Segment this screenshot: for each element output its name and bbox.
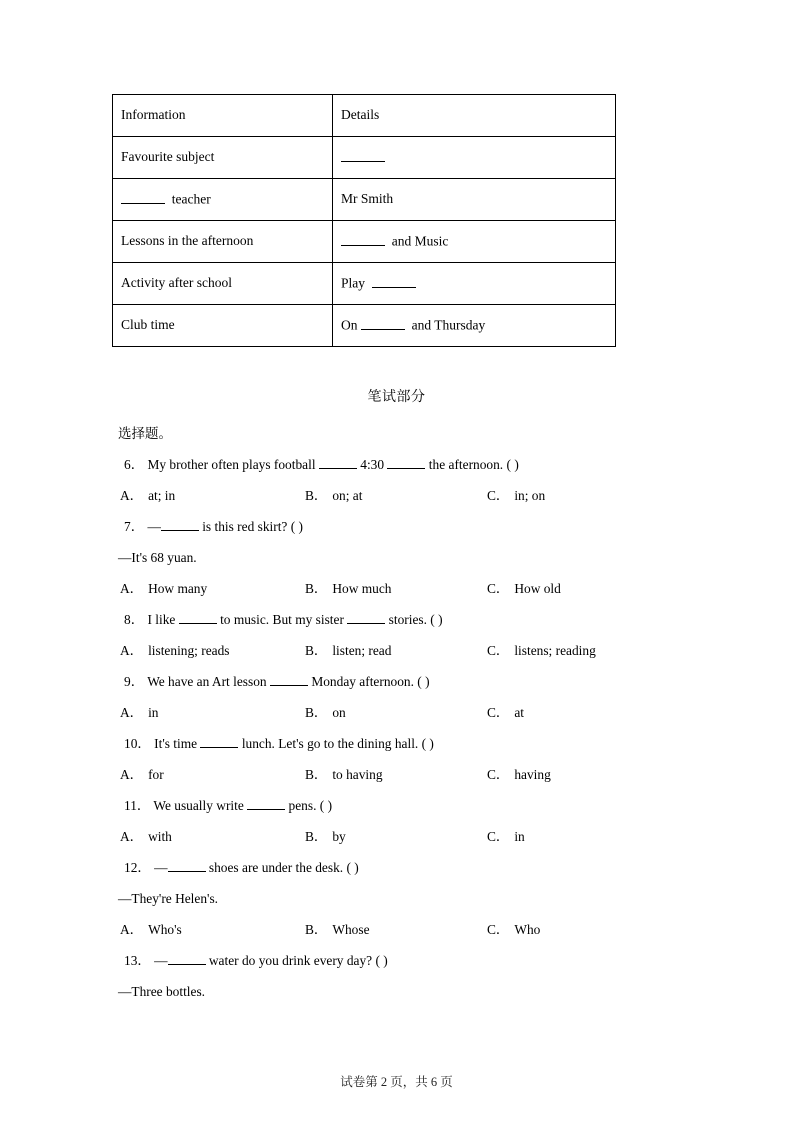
question-text: to music. But my sister (220, 612, 344, 627)
option-row (118, 635, 698, 666)
option-text: in; on (514, 488, 546, 503)
option-text: on (332, 705, 346, 720)
cell-text: Club time (121, 317, 175, 333)
question-number: 10． (124, 736, 151, 751)
answer-blank (372, 275, 416, 287)
option-label: A． (120, 488, 144, 503)
question-text: shoes are under the desk. ( ) (208, 860, 359, 875)
cell-text: Lessons in the afternoon (121, 233, 254, 249)
answer-blank (161, 519, 199, 531)
answer-blank (319, 457, 357, 469)
option-a[interactable] (120, 697, 158, 728)
option-text: for (148, 767, 164, 782)
option-row (118, 480, 698, 511)
option-text: listening; reads (148, 643, 230, 658)
option-text: at; in (148, 488, 176, 503)
option-text: in (148, 705, 159, 720)
option-label: B． (305, 767, 328, 782)
answer-blank (341, 233, 385, 245)
option-text: in (514, 829, 525, 844)
question-number: 12． (124, 860, 151, 875)
option-text: by (332, 829, 346, 844)
option-c[interactable] (487, 573, 561, 604)
cell-text: Play (341, 275, 366, 291)
option-label: C． (487, 922, 510, 937)
question-text: We usually write (153, 798, 244, 813)
answer-blank (361, 317, 405, 329)
table-header-row (113, 95, 616, 137)
question-text: My brother often plays football (147, 457, 316, 472)
option-label: C． (487, 829, 510, 844)
question-number: 11． (124, 798, 151, 813)
option-text: with (148, 829, 172, 844)
question-text: lunch. Let's go to the dining hall. ( ) (241, 736, 434, 751)
question-stem (118, 666, 698, 697)
option-text: Who (514, 922, 541, 937)
option-label: C． (487, 643, 510, 658)
answer-blank (387, 457, 425, 469)
option-text: on; at (332, 488, 363, 503)
question-text: water do you drink every day? ( ) (208, 953, 388, 968)
option-c[interactable] (487, 821, 525, 852)
question-text: — (154, 953, 168, 968)
question-stem (118, 728, 698, 759)
question-text: Monday afternoon. ( ) (311, 674, 430, 689)
option-c[interactable] (487, 697, 524, 728)
table-cell-details (333, 137, 616, 179)
option-row (118, 573, 698, 604)
cell-text: On (341, 317, 358, 333)
option-label: B． (305, 705, 328, 720)
option-b[interactable] (305, 635, 391, 666)
option-a[interactable] (120, 635, 230, 666)
question-stem (118, 852, 698, 883)
question-reply: —They're Helen's. (118, 891, 219, 906)
question-text: — (147, 519, 161, 534)
option-a[interactable] (120, 914, 182, 945)
table-row (113, 221, 616, 263)
cell-text: and Thursday (411, 317, 486, 333)
option-row (118, 914, 698, 945)
option-a[interactable] (120, 759, 164, 790)
option-text: at (514, 705, 524, 720)
table-cell-information (113, 137, 333, 179)
table-body (113, 95, 616, 347)
option-c[interactable] (487, 759, 551, 790)
cell-text: Favourite subject (121, 149, 215, 165)
option-row (118, 821, 698, 852)
question-text: We have an Art lesson (147, 674, 267, 689)
table-header-details: Details (333, 95, 616, 137)
question-reply: —It's 68 yuan. (118, 550, 197, 565)
option-c[interactable] (487, 480, 545, 511)
option-b[interactable] (305, 697, 346, 728)
answer-blank (168, 953, 206, 965)
option-text: Whose (332, 922, 370, 937)
question-text: the afternoon. ( ) (428, 457, 519, 472)
table-row (113, 263, 616, 305)
answer-blank (347, 612, 385, 624)
question-stem (118, 604, 698, 635)
question-text: stories. ( ) (388, 612, 443, 627)
table-row (113, 305, 616, 347)
question-number: 13． (124, 953, 151, 968)
option-text: listens; reading (514, 643, 596, 658)
option-text: How much (332, 581, 392, 596)
table-cell-information (113, 179, 333, 221)
option-c[interactable] (487, 635, 596, 666)
option-b[interactable] (305, 759, 383, 790)
option-text: to having (332, 767, 383, 782)
option-c[interactable] (487, 914, 540, 945)
question-text: I like (147, 612, 176, 627)
option-text: How many (148, 581, 208, 596)
cell-text: teacher (171, 191, 211, 207)
answer-blank (270, 674, 308, 686)
option-text: Who's (148, 922, 182, 937)
table-header-information: Information (113, 95, 333, 137)
cell-text: Mr Smith (341, 191, 394, 207)
question-reply: —Three bottles. (118, 984, 206, 999)
answer-blank (341, 149, 385, 161)
question-stem (118, 511, 698, 542)
question-text: — (154, 860, 168, 875)
option-label: A． (120, 581, 144, 596)
table-cell-details (333, 263, 616, 305)
option-label: B． (305, 581, 328, 596)
option-label: B． (305, 922, 328, 937)
option-label: A． (120, 643, 144, 658)
question-number: 7． (124, 519, 145, 534)
option-text: listen; read (332, 643, 392, 658)
answer-blank (247, 798, 285, 810)
table-cell-information (113, 263, 333, 305)
question-number: 9． (124, 674, 145, 689)
answer-blank (168, 860, 206, 872)
section-title: 笔试部分 (367, 390, 426, 405)
option-label: A． (120, 922, 144, 937)
table-cell-details (333, 179, 616, 221)
option-label: B． (305, 643, 328, 658)
option-text: How old (514, 581, 561, 596)
option-label: A． (120, 705, 144, 720)
option-label: A． (120, 829, 144, 844)
cell-text: and Music (391, 233, 449, 249)
option-b[interactable] (305, 573, 391, 604)
option-row (118, 697, 698, 728)
option-b[interactable] (305, 914, 370, 945)
option-a[interactable] (120, 821, 172, 852)
table-cell-information (113, 305, 333, 347)
option-a[interactable] (120, 480, 175, 511)
option-a[interactable] (120, 573, 207, 604)
questions-container (118, 418, 698, 1007)
table-row (113, 179, 616, 221)
option-label: A． (120, 767, 144, 782)
question-text: pens. ( ) (288, 798, 333, 813)
option-label: B． (305, 488, 328, 503)
question-stem (118, 945, 698, 976)
answer-blank (121, 191, 165, 203)
page-footer: 试卷第 2 页，共 6 页 (340, 1075, 453, 1089)
option-label: C． (487, 581, 510, 596)
question-number: 8． (124, 612, 145, 627)
option-label: C． (487, 705, 510, 720)
table-cell-details (333, 305, 616, 347)
answer-blank (179, 612, 217, 624)
option-text: having (514, 767, 551, 782)
table-cell-details (333, 221, 616, 263)
table-cell-information (113, 221, 333, 263)
option-label: C． (487, 488, 510, 503)
option-label: B． (305, 829, 328, 844)
option-row (118, 759, 698, 790)
question-stem (118, 449, 698, 480)
question-text: is this red skirt? ( ) (202, 519, 303, 534)
question-text: 4:30 (360, 457, 385, 472)
table-row (113, 137, 616, 179)
cell-text: Activity after school (121, 275, 232, 291)
option-b[interactable] (305, 821, 346, 852)
instruction-line: 选择题。 (118, 426, 172, 441)
option-b[interactable] (305, 480, 362, 511)
option-label: C． (487, 767, 510, 782)
question-stem (118, 790, 698, 821)
information-details-table (112, 94, 616, 347)
question-text: It's time (154, 736, 198, 751)
question-number: 6． (124, 457, 145, 472)
answer-blank (200, 736, 238, 748)
